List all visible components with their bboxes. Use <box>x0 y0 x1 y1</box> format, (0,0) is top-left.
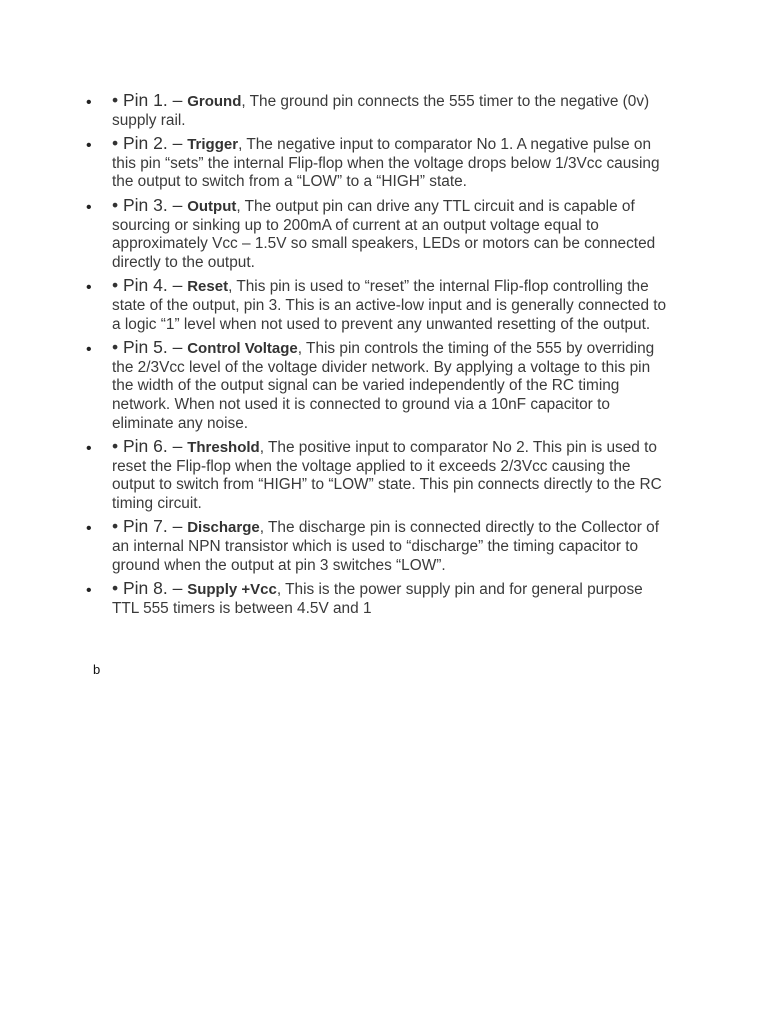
pin-description: , The negative input to comparator No 1. A negative pulse on this pin “sets” the internal Flip-flop when the voltage drops below 1/3Vcc causing the output to switch from a “LOW” to a “HIGH” state. <box>112 136 660 191</box>
pin-name: Ground <box>187 93 242 110</box>
list-item-pin-1 <box>0 91 768 130</box>
pin-heading: • Pin 1. – <box>112 90 188 110</box>
list-item-pin-6 <box>0 437 768 513</box>
pin-name: Output <box>187 197 237 215</box>
pin-heading: • Pin 4. – <box>112 275 188 296</box>
list-item-pin-8 <box>0 579 768 618</box>
pin-heading: • Pin 5. – <box>112 337 188 358</box>
pin-description: , The discharge pin is connected directly to the Collector of an internal NPN transistor which is used to “discharge” the timing capacitor to ground when the output at pin 3 switches “LOW”. <box>112 519 659 574</box>
list-bullet: • <box>86 137 92 155</box>
list-item-pin-3 <box>0 196 768 272</box>
pin-description: , The ground pin connects the 555 timer to the negative (0v) supply rail. <box>112 93 650 129</box>
list-item-pin-5 <box>0 338 768 433</box>
list-bullet: • <box>86 94 92 111</box>
pin-name: Trigger <box>187 136 239 154</box>
list-item-pin-4 <box>0 276 768 334</box>
pin-heading: • Pin 7. – <box>112 516 188 537</box>
pin-name: Supply +Vcc <box>187 581 277 599</box>
pin-heading: • Pin 8. – <box>112 578 188 599</box>
list-item-pin-7 <box>0 517 768 575</box>
pin-name: Discharge <box>187 519 260 537</box>
pin-name: Control Voltage <box>187 340 298 358</box>
list-bullet: • <box>86 279 92 297</box>
pin-description: , The positive input to comparator No 2. This pin is used to reset the Flip-flop when the voltage applied to it exceeds 2/3Vcc causing the output to switch from “HIGH” to “LOW” state. This pin connects directly to the RC timing circuit. <box>112 439 662 512</box>
list-bullet: • <box>86 341 92 359</box>
pin-description: , This pin controls the timing of the 555 by overriding the 2/3Vcc level of the voltage divider network. By applying a voltage to this pin the width of the output signal can be varied independently of the RC timing network. When not used it is connected to ground via a 10nF capacitor to eliminate any noise. <box>112 340 655 432</box>
pin-name: Threshold <box>187 439 260 457</box>
pin-name: Reset <box>187 278 229 296</box>
pin-list <box>0 91 768 622</box>
pin-heading: • Pin 6. – <box>112 436 188 457</box>
pin-description: , The output pin can drive any TTL circuit and is capable of sourcing or sinking up to 200mA of current at an output voltage equal to approximately Vcc – 1.5V so small speakers, LEDs or motors can be connected directly to the output. <box>112 197 656 271</box>
list-bullet: • <box>86 198 92 216</box>
pin-description: , This is the power supply pin and for general purpose TTL 555 timers is between 4.5V and 1 <box>112 581 643 617</box>
pin-heading: • Pin 2. – <box>112 133 188 154</box>
pin-description: , This pin is used to “reset” the internal Flip-flop controlling the state of the output, pin 3. This is an active-low input and is generally connected to a logic “1” level when not used to prevent any unwanted resetting of the output. <box>112 278 667 333</box>
list-bullet: • <box>86 520 92 538</box>
trailing-text: b <box>93 662 101 677</box>
pin-heading: • Pin 3. – <box>112 194 188 215</box>
list-bullet: • <box>86 440 92 458</box>
list-item-pin-2 <box>0 134 768 192</box>
list-bullet: • <box>86 582 92 600</box>
